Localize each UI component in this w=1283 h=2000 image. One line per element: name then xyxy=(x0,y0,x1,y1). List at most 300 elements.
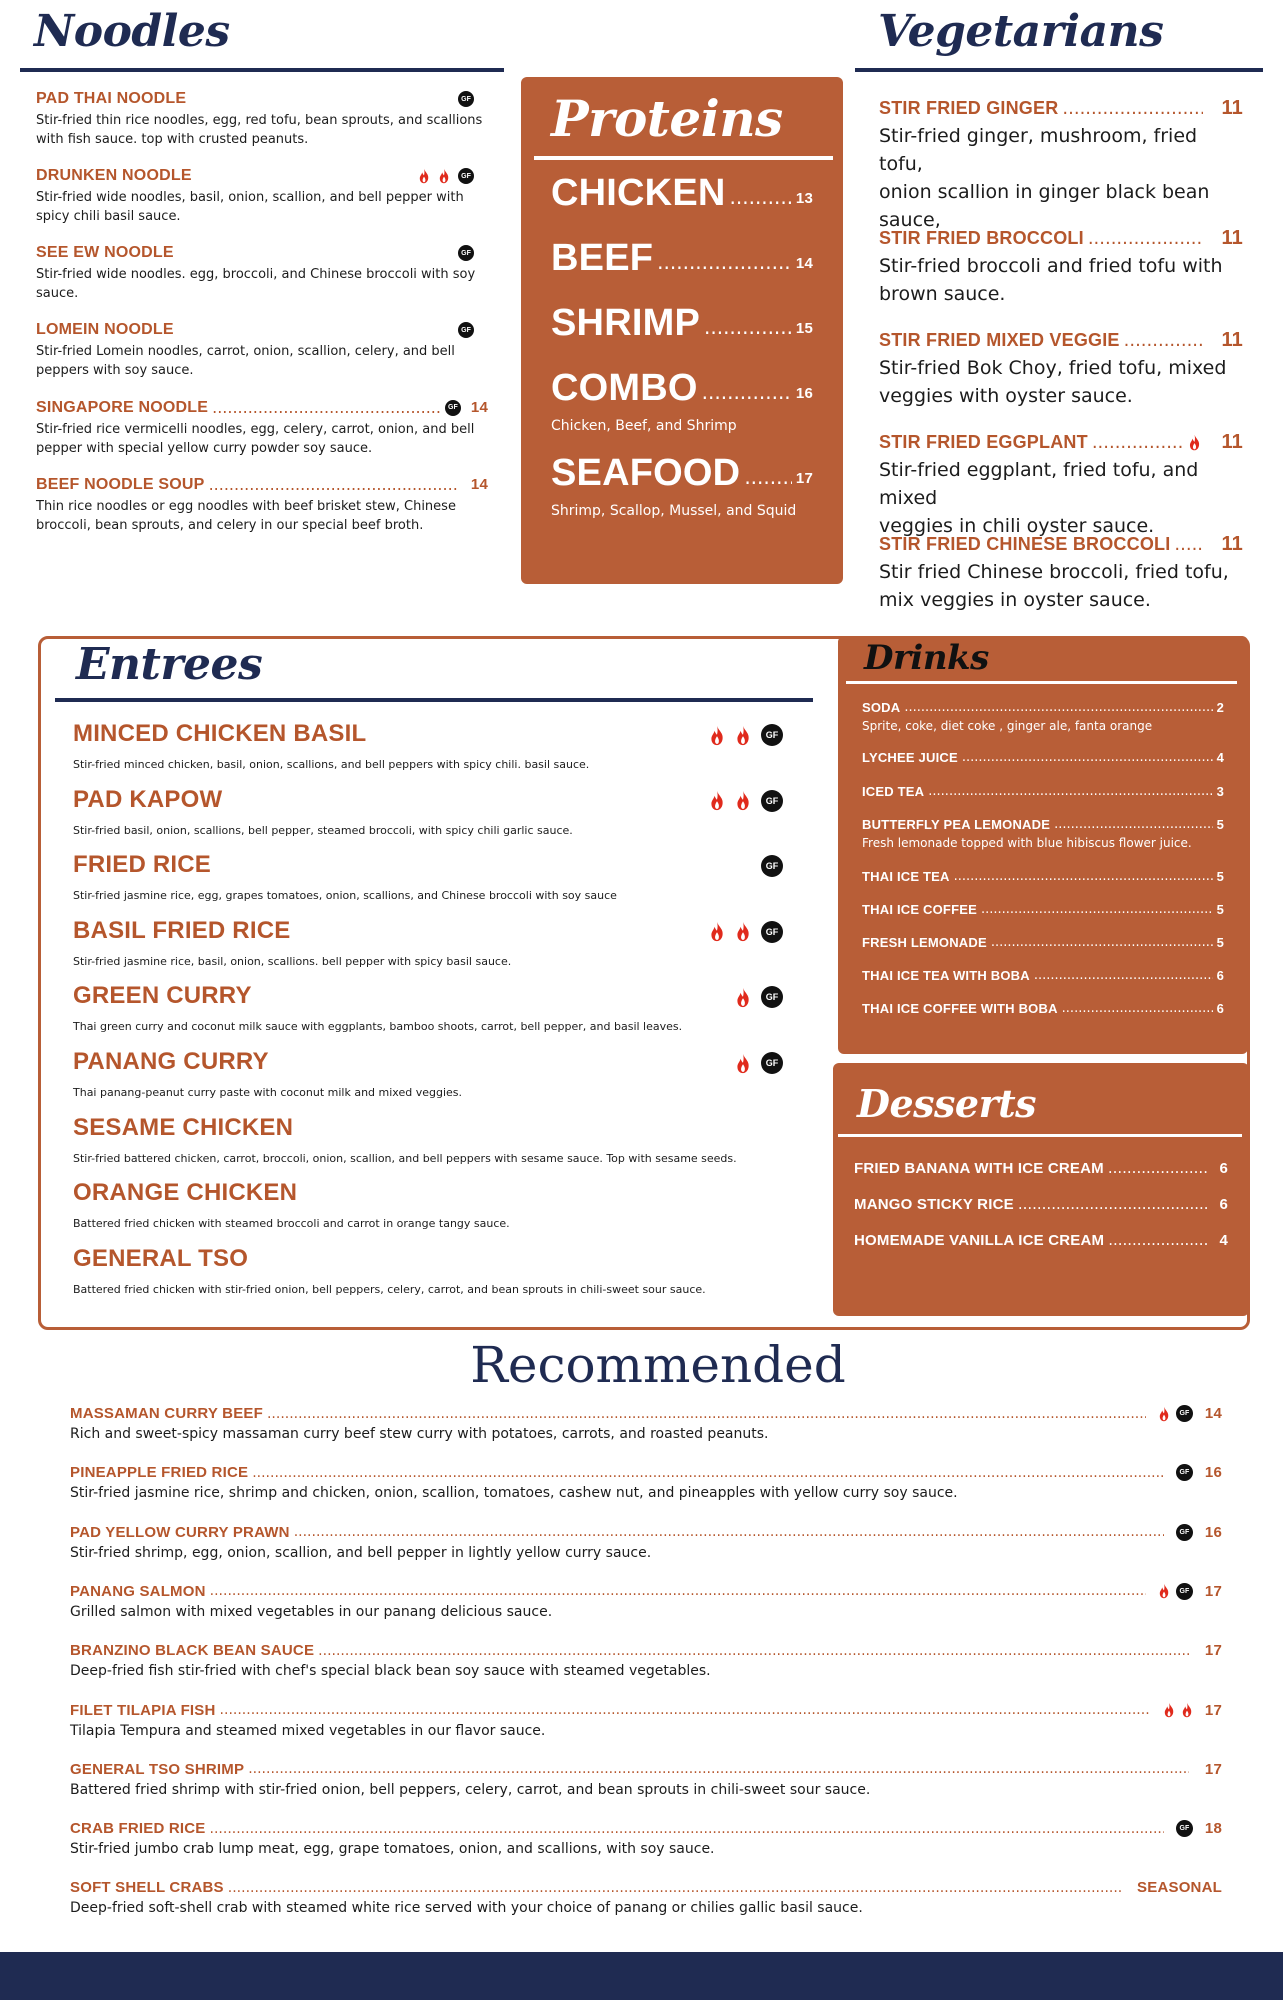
recommended-item-header xyxy=(70,1405,1222,1422)
vegetarian-item-price: 11 xyxy=(1221,329,1243,351)
protein-item-price: 16 xyxy=(795,385,813,402)
gluten-free-badge: GF xyxy=(761,790,783,812)
description-line: with fish sauce. top with crusted peanuts. xyxy=(36,132,309,147)
desserts-title: Desserts xyxy=(857,1081,1037,1126)
recommended-item-name: PINEAPPLE FRIED RICE xyxy=(70,1464,249,1482)
vegetarian-item-price: 11 xyxy=(1221,533,1243,555)
vegetarian-item-description xyxy=(879,252,1243,308)
protein-item-name: BEEF xyxy=(551,237,654,279)
proteins-rule xyxy=(534,156,833,160)
vegetarian-item-header xyxy=(879,431,1243,454)
recommended-item-description: Deep-fried soft-shell crab with steamed white rice served with your choice of panang or chilies gallic basil sauce. xyxy=(70,1900,863,1917)
drink-item-name: THAI ICE COFFEE WITH BOBA xyxy=(862,1001,1058,1016)
vegetarian-item xyxy=(879,533,1243,614)
recommended-item xyxy=(70,1879,1222,1916)
protein-item-name: SHRIMP xyxy=(551,302,700,344)
gluten-free-badge: GF xyxy=(458,168,474,184)
entree-item-description: Thai panang-peanut curry paste with coconut milk and mixed veggies. xyxy=(73,1086,463,1099)
protein-item-price: 14 xyxy=(795,255,813,272)
flame-icon xyxy=(1181,1702,1193,1718)
gluten-free-badge: GF xyxy=(1176,1583,1193,1600)
entree-item-name: SESAME CHICKEN xyxy=(73,1113,294,1141)
entree-item xyxy=(73,1114,783,1165)
drink-item-price: 3 xyxy=(1216,784,1224,799)
flame-icon xyxy=(735,725,751,746)
protein-item-header xyxy=(551,367,813,410)
recommended-item-name: SOFT SHELL CRABS xyxy=(70,1879,224,1897)
drink-item-price: 2 xyxy=(1216,700,1224,715)
dot-leader xyxy=(1062,1001,1213,1016)
flame-icon xyxy=(1158,1583,1170,1599)
recommended-item-price: 16 xyxy=(1204,1523,1222,1541)
dot-leader xyxy=(212,398,441,417)
vegetarian-item-price: 11 xyxy=(1221,227,1243,249)
gluten-free-badge: GF xyxy=(761,1052,783,1074)
dot-leader xyxy=(1124,330,1204,351)
recommended-item xyxy=(70,1464,1222,1501)
entree-item-description: Stir-fried jasmine rice, basil, onion, scallions. bell pepper with spicy basil sauce. xyxy=(73,954,512,968)
dot-leader xyxy=(1034,968,1213,983)
drink-item-description: Sprite, coke, diet coke , ginger ale, fanta orange xyxy=(862,719,1153,733)
noodle-item-name: DRUNKEN NOODLE xyxy=(36,167,192,184)
description-line: veggies in chili oyster sauce. xyxy=(879,515,1155,537)
flame-icon xyxy=(1188,434,1201,451)
protein-item xyxy=(551,172,813,215)
recommended-item-header xyxy=(70,1524,1222,1541)
noodle-item-description xyxy=(36,497,488,535)
protein-item-price: 17 xyxy=(795,470,813,487)
dessert-item xyxy=(854,1159,1228,1177)
desserts-box xyxy=(833,1063,1249,1316)
drinks-title: Drinks xyxy=(864,638,989,678)
description-line: sauce, xyxy=(879,209,941,231)
entree-item xyxy=(73,917,783,968)
recommended-item-description: Grilled salmon with mixed vegetables in our panang delicious sauce. xyxy=(70,1603,553,1620)
flame-icon xyxy=(1158,1406,1170,1422)
vegetarian-item xyxy=(879,97,1243,234)
gluten-free-badge: GF xyxy=(1176,1524,1193,1541)
protein-item-header xyxy=(551,452,813,495)
entree-item-icons xyxy=(735,1052,783,1074)
entree-item xyxy=(73,1179,783,1230)
vegetarian-item-header xyxy=(879,329,1243,352)
drink-item-header xyxy=(862,784,1224,799)
drink-item xyxy=(862,935,1224,950)
drink-item-header xyxy=(862,750,1224,765)
recommended-item-price: 17 xyxy=(1204,1760,1222,1778)
vegetarian-item xyxy=(879,227,1243,308)
vegetarian-item-description xyxy=(879,456,1243,540)
vegetarian-item-description xyxy=(879,558,1243,614)
gluten-free-badge: GF xyxy=(458,245,474,261)
dot-leader xyxy=(228,1880,1121,1896)
protein-item-header xyxy=(551,172,813,215)
drink-item xyxy=(862,968,1224,983)
dot-leader xyxy=(1174,534,1203,555)
recommended-item-price: 17 xyxy=(1204,1582,1222,1600)
drinks-box xyxy=(838,636,1248,1054)
entree-item xyxy=(73,982,783,1033)
recommended-item-description: Stir-fried shrimp, egg, onion, scallion, and bell pepper in lightly yellow curry sauce. xyxy=(70,1544,652,1561)
protein-item xyxy=(551,237,813,280)
recommended-item-price: 17 xyxy=(1204,1701,1222,1719)
dot-leader xyxy=(209,475,457,494)
dessert-item-price: 6 xyxy=(1219,1195,1228,1213)
flame-icon xyxy=(1163,1702,1175,1718)
noodle-item-name: PAD THAI NOODLE xyxy=(36,90,187,107)
dessert-item-price: 4 xyxy=(1219,1231,1228,1249)
drink-item-header xyxy=(862,1001,1224,1016)
drink-item-header xyxy=(862,902,1224,917)
recommended-item-price: 18 xyxy=(1204,1820,1222,1838)
flame-icon xyxy=(735,790,751,811)
dot-leader xyxy=(1088,228,1204,249)
description-line: Stir fried Chinese broccoli, fried tofu, xyxy=(879,561,1229,583)
dot-leader xyxy=(657,250,792,274)
entree-item-description: Stir-fried minced chicken, basil, onion, scallions, and bell peppers with spicy chili. basil sauce. xyxy=(73,758,590,771)
recommended-item-header xyxy=(70,1702,1222,1719)
protein-item-subtitle: Shrimp, Scallop, Mussel, and Squid xyxy=(551,503,797,519)
drink-item-name: THAI ICE COFFEE xyxy=(862,902,977,917)
entree-item xyxy=(73,851,783,902)
gluten-free-badge: GF xyxy=(1176,1464,1193,1481)
recommended-item-header xyxy=(70,1583,1222,1600)
dot-leader xyxy=(1092,432,1185,453)
recommended-item xyxy=(70,1820,1222,1857)
drink-item-name: SODA xyxy=(862,700,901,715)
recommended-item-name: BRANZINO BLACK BEAN SAUCE xyxy=(70,1642,315,1660)
flame-icon xyxy=(418,168,430,184)
vegetarian-item xyxy=(879,329,1243,410)
vegetarians-title: Vegetarians xyxy=(878,6,1164,57)
drink-item-name: BUTTERFLY PEA LEMONADE xyxy=(862,817,1051,832)
noodle-item-description xyxy=(36,265,488,303)
entree-item-description: Stir-fried basil, onion, scallions, bell pepper, steamed broccoli, with spicy chili garlic sauce. xyxy=(73,823,573,837)
dessert-item-header xyxy=(854,1231,1228,1249)
entree-item-name: GREEN CURRY xyxy=(73,982,252,1010)
dot-leader xyxy=(962,750,1213,765)
protein-item-name: SEAFOOD xyxy=(551,452,741,494)
protein-item-name: COMBO xyxy=(551,367,698,409)
dot-leader xyxy=(954,869,1213,884)
entree-item-name: PAD KAPOW xyxy=(73,785,223,813)
drink-item-header xyxy=(862,700,1224,715)
recommended-item-header xyxy=(70,1820,1222,1837)
protein-item-subtitle: Chicken, Beef, and Shrimp xyxy=(551,418,737,434)
protein-item-price: 13 xyxy=(795,190,813,207)
protein-item-price: 15 xyxy=(795,320,813,337)
recommended-item-header xyxy=(70,1879,1222,1896)
drink-item xyxy=(862,817,1224,850)
dot-leader xyxy=(294,1524,1164,1540)
recommended-item-description: Rich and sweet-spicy massaman curry beef stew curry with potatoes, carrots, and roasted peanuts. xyxy=(70,1426,769,1442)
gluten-free-badge: GF xyxy=(445,400,461,416)
dessert-item-price: 6 xyxy=(1219,1159,1228,1177)
noodle-item-header xyxy=(36,167,488,185)
flame-icon xyxy=(438,168,450,184)
recommended-item xyxy=(70,1583,1222,1620)
dessert-item-name: MANGO STICKY RICE xyxy=(854,1195,1014,1213)
entree-item xyxy=(73,1245,783,1296)
recommended-item-icons xyxy=(1158,1405,1193,1422)
drink-item-name: LYCHEE JUICE xyxy=(862,750,958,765)
recommended-item-description: Deep-fried fish stir-fried with chef's special black bean soy sauce with steamed vegetables. xyxy=(70,1663,711,1680)
vegetarian-item-description xyxy=(879,122,1243,234)
vegetarian-item-price: 11 xyxy=(1221,431,1243,453)
dot-leader xyxy=(248,1761,1189,1777)
protein-item-header xyxy=(551,237,813,280)
drink-item-header xyxy=(862,817,1224,832)
drink-item-price: 6 xyxy=(1216,968,1224,983)
entree-item-description: Battered fried chicken with steamed broccoli and carrot in orange tangy sauce. xyxy=(73,1217,510,1231)
vegetarian-item-name: STIR FRIED CHINESE BROCCOLI xyxy=(879,534,1171,554)
drinks-rule xyxy=(846,681,1237,684)
dot-leader xyxy=(928,784,1212,799)
dot-leader xyxy=(704,315,792,339)
entree-item-name: GENERAL TSO xyxy=(73,1244,249,1272)
gluten-free-badge: GF xyxy=(761,724,783,746)
recommended-item-icons xyxy=(1176,1820,1193,1837)
recommended-item-name: CRAB FRIED RICE xyxy=(70,1820,206,1838)
recommended-item-name: PANANG SALMON xyxy=(70,1582,206,1600)
gluten-free-badge: GF xyxy=(458,322,474,338)
drink-item-name: FRESH LEMONADE xyxy=(862,935,987,950)
entree-item-name: FRIED RICE xyxy=(73,851,212,879)
gluten-free-badge: GF xyxy=(761,921,783,943)
noodle-item-header xyxy=(36,90,488,108)
entree-item-name: PANANG CURRY xyxy=(73,1048,269,1075)
flame-icon xyxy=(735,987,751,1008)
drink-item xyxy=(862,902,1224,917)
dot-leader xyxy=(1108,1159,1208,1177)
vegetarian-item-name: STIR FRIED GINGER xyxy=(879,98,1059,118)
noodle-item-description xyxy=(36,188,488,226)
dessert-item-name: FRIED BANANA WITH ICE CREAM xyxy=(854,1159,1104,1177)
dot-leader xyxy=(220,1702,1151,1718)
recommended-item xyxy=(70,1405,1222,1442)
noodle-item-header xyxy=(36,398,488,417)
drink-item-description: Fresh lemonade topped with blue hibiscus flower juice. xyxy=(862,836,1192,850)
vegetarians-rule xyxy=(855,68,1263,72)
dot-leader xyxy=(318,1643,1189,1659)
recommended-item xyxy=(70,1761,1222,1798)
noodle-item-description xyxy=(36,111,488,149)
drink-item-price: 4 xyxy=(1216,750,1224,765)
description-line: Stir-fried wide noodles, basil, onion, scallion, and bell pepper with xyxy=(36,190,464,205)
dessert-item-header xyxy=(854,1195,1228,1213)
noodle-item xyxy=(36,321,488,380)
description-line: Stir-fried rice vermicelli noodles, egg, celery, carrot, onion, and bell xyxy=(36,422,475,437)
drink-item-name: THAI ICE TEA xyxy=(862,869,950,884)
entree-item-icons xyxy=(735,986,783,1008)
entree-item-icons xyxy=(709,724,783,746)
recommended-item-name: GENERAL TSO SHRIMP xyxy=(70,1760,245,1778)
description-line: onion scallion in ginger black bean xyxy=(879,181,1210,203)
dessert-item-header xyxy=(854,1159,1228,1177)
dot-leader xyxy=(702,380,792,404)
noodle-item-name: SEE EW NOODLE xyxy=(36,244,174,261)
drink-item-name: ICED TEA xyxy=(862,784,925,799)
drink-item-header xyxy=(862,935,1224,950)
noodle-item-name: SINGAPORE NOODLE xyxy=(36,398,209,416)
vegetarian-item xyxy=(879,431,1243,540)
entree-item-name: MINCED CHICKEN BASIL xyxy=(73,720,367,747)
dot-leader xyxy=(210,1821,1164,1837)
noodle-item-header xyxy=(36,321,488,339)
recommended-title: Recommended xyxy=(470,1336,846,1394)
recommended-item-icons xyxy=(1176,1524,1193,1541)
drink-item xyxy=(862,869,1224,884)
vegetarian-item-name: STIR FRIED BROCCOLI xyxy=(879,228,1084,248)
entree-item-name: ORANGE CHICKEN xyxy=(73,1179,298,1207)
drink-item-header xyxy=(862,869,1224,884)
entree-item-icons xyxy=(709,790,783,812)
proteins-box xyxy=(521,77,843,584)
protein-item-header xyxy=(551,302,813,345)
noodle-item-header xyxy=(36,475,488,494)
entrees-rule xyxy=(55,698,813,702)
vegetarian-item-header xyxy=(879,227,1243,250)
recommended-item-name: MASSAMAN CURRY BEEF xyxy=(70,1405,263,1422)
gluten-free-badge: GF xyxy=(458,91,474,107)
drink-item-name: THAI ICE TEA WITH BOBA xyxy=(862,968,1030,983)
recommended-item-header xyxy=(70,1464,1222,1481)
description-line: Stir-fried eggplant, fried tofu, and mixed xyxy=(879,459,1199,509)
recommended-item-price: 14 xyxy=(1204,1405,1222,1422)
protein-item xyxy=(551,302,813,345)
description-line: peppers with soy sauce. xyxy=(36,363,194,378)
recommended-item xyxy=(70,1702,1222,1739)
gluten-free-badge: GF xyxy=(1176,1405,1193,1422)
vegetarian-item-header xyxy=(879,97,1243,120)
protein-item xyxy=(551,367,813,434)
description-line: broccoli, bean sprouts, and celery in our special beef broth. xyxy=(36,518,424,533)
description-line: veggies with oyster sauce. xyxy=(879,385,1133,407)
flame-icon xyxy=(709,725,725,746)
description-line: Stir-fried wide noodles. egg, broccoli, and Chinese broccoli with soy xyxy=(36,267,476,282)
vegetarian-item-description xyxy=(879,354,1243,410)
flame-icon xyxy=(709,921,725,942)
noodle-item xyxy=(36,244,488,303)
drink-item-header xyxy=(862,968,1224,983)
entrees-title: Entrees xyxy=(76,639,263,690)
recommended-item xyxy=(70,1642,1222,1679)
protein-item-name: CHICKEN xyxy=(551,172,726,214)
description-line: Thin rice noodles or egg noodles with beef brisket stew, Chinese xyxy=(36,499,456,514)
recommended-item-header xyxy=(70,1642,1222,1659)
gluten-free-badge: GF xyxy=(761,986,783,1008)
gluten-free-badge: GF xyxy=(1176,1820,1193,1837)
recommended-item-icons xyxy=(1163,1702,1193,1718)
entree-item xyxy=(73,1048,783,1099)
entree-item-name: BASIL FRIED RICE xyxy=(73,916,291,944)
description-line: spicy chili basil sauce. xyxy=(36,209,181,224)
dessert-item xyxy=(854,1231,1228,1249)
description-line: Stir-fried broccoli and fried tofu with xyxy=(879,255,1223,277)
drink-item-price: 5 xyxy=(1216,935,1224,950)
protein-item xyxy=(551,452,813,519)
description-line: sauce. xyxy=(36,286,79,301)
recommended-item-price: SEASONAL xyxy=(1137,1879,1222,1897)
noodle-item xyxy=(36,398,488,458)
dot-leader xyxy=(210,1583,1146,1599)
dot-leader xyxy=(730,185,792,209)
entree-item-description: Thai green curry and coconut milk sauce with eggplants, bamboo shoots, carrot, bell pepper, and basil leaves. xyxy=(73,1020,683,1034)
dot-leader xyxy=(1018,1195,1208,1213)
entree-item-icons xyxy=(761,855,783,877)
dot-leader xyxy=(1054,817,1212,832)
noodle-item xyxy=(36,90,488,149)
recommended-item-description: Stir-fried jumbo crab lump meat, egg, grape tomatoes, onion, and scallions, with soy sauce. xyxy=(70,1841,715,1858)
footer-bar xyxy=(0,1952,1283,2000)
proteins-title: Proteins xyxy=(551,89,783,148)
noodle-item-description xyxy=(36,342,488,380)
drink-item xyxy=(862,700,1224,733)
recommended-item-name: FILET TILAPIA FISH xyxy=(70,1701,216,1719)
flame-icon xyxy=(735,921,751,942)
vegetarian-item-name: STIR FRIED EGGPLANT xyxy=(879,432,1088,452)
recommended-item-price: 16 xyxy=(1204,1464,1222,1482)
drink-item-price: 5 xyxy=(1216,902,1224,917)
recommended-item-description: Stir-fried jasmine rice, shrimp and chicken, onion, scallion, tomatoes, cashew nut, and pineapples with yellow curry soy sauce. xyxy=(70,1485,958,1502)
drink-item xyxy=(862,750,1224,765)
drink-item xyxy=(862,1001,1224,1016)
flame-icon xyxy=(735,1053,751,1074)
noodle-item-price: 14 xyxy=(470,476,488,493)
drink-item xyxy=(862,784,1224,799)
noodle-item xyxy=(36,475,488,535)
flame-icon xyxy=(709,790,725,811)
drink-item-price: 5 xyxy=(1216,869,1224,884)
noodles-rule xyxy=(20,68,504,72)
dot-leader xyxy=(744,465,792,489)
recommended-item-header xyxy=(70,1761,1222,1778)
drink-item-price: 5 xyxy=(1216,817,1224,832)
noodle-item-description xyxy=(36,420,488,458)
noodle-item-name: BEEF NOODLE SOUP xyxy=(36,475,205,493)
gluten-free-badge: GF xyxy=(761,855,783,877)
description-line: Stir-fried thin rice noodles, egg, red tofu, bean sprouts, and scallions xyxy=(36,113,483,128)
desserts-rule xyxy=(838,1134,1242,1137)
dot-leader xyxy=(252,1465,1164,1481)
dessert-item-name: HOMEMADE VANILLA ICE CREAM xyxy=(854,1231,1105,1249)
description-line: Stir-fried Lomein noodles, carrot, onion, scallion, celery, and bell xyxy=(36,344,455,359)
recommended-item-description: Tilapia Tempura and steamed mixed vegetables in our flavor sauce. xyxy=(70,1722,546,1739)
description-line: brown sauce. xyxy=(879,283,1006,305)
vegetarian-item-name: STIR FRIED MIXED VEGGIE xyxy=(879,330,1120,350)
description-line: Stir-fried ginger, mushroom, fried tofu, xyxy=(879,125,1198,175)
noodle-item xyxy=(36,167,488,226)
description-line: pepper with special yellow curry powder soy sauce. xyxy=(36,441,373,456)
recommended-item-description: Battered fried shrimp with stir-fried onion, bell peppers, celery, carrot, and bean sprouts in chili-sweet sour sauce. xyxy=(70,1781,871,1798)
dot-leader xyxy=(981,902,1213,917)
dessert-item xyxy=(854,1195,1228,1213)
description-line: Stir-fried Bok Choy, fried tofu, mixed xyxy=(879,357,1227,379)
dot-leader xyxy=(991,935,1213,950)
entree-item-icons xyxy=(709,921,783,943)
entree-item-description: Battered fried chicken with stir-fried onion, bell peppers, celery, carrot, and bean sprouts in chili-sweet sour sauce. xyxy=(73,1282,706,1296)
recommended-item-icons xyxy=(1158,1583,1193,1600)
recommended-item xyxy=(70,1524,1222,1561)
recommended-item-name: PAD YELLOW CURRY PRAWN xyxy=(70,1523,290,1541)
recommended-item-price: 17 xyxy=(1204,1642,1222,1660)
dot-leader xyxy=(1062,98,1203,119)
dot-leader xyxy=(1108,1231,1207,1249)
dot-leader xyxy=(904,700,1212,715)
entree-item xyxy=(73,720,783,771)
vegetarian-item-header xyxy=(879,533,1243,556)
entree-item-description: Stir-fried battered chicken, carrot, broccoli, onion, scallion, and bell peppers with sesame sauce. Top with sesame seeds. xyxy=(73,1151,737,1165)
